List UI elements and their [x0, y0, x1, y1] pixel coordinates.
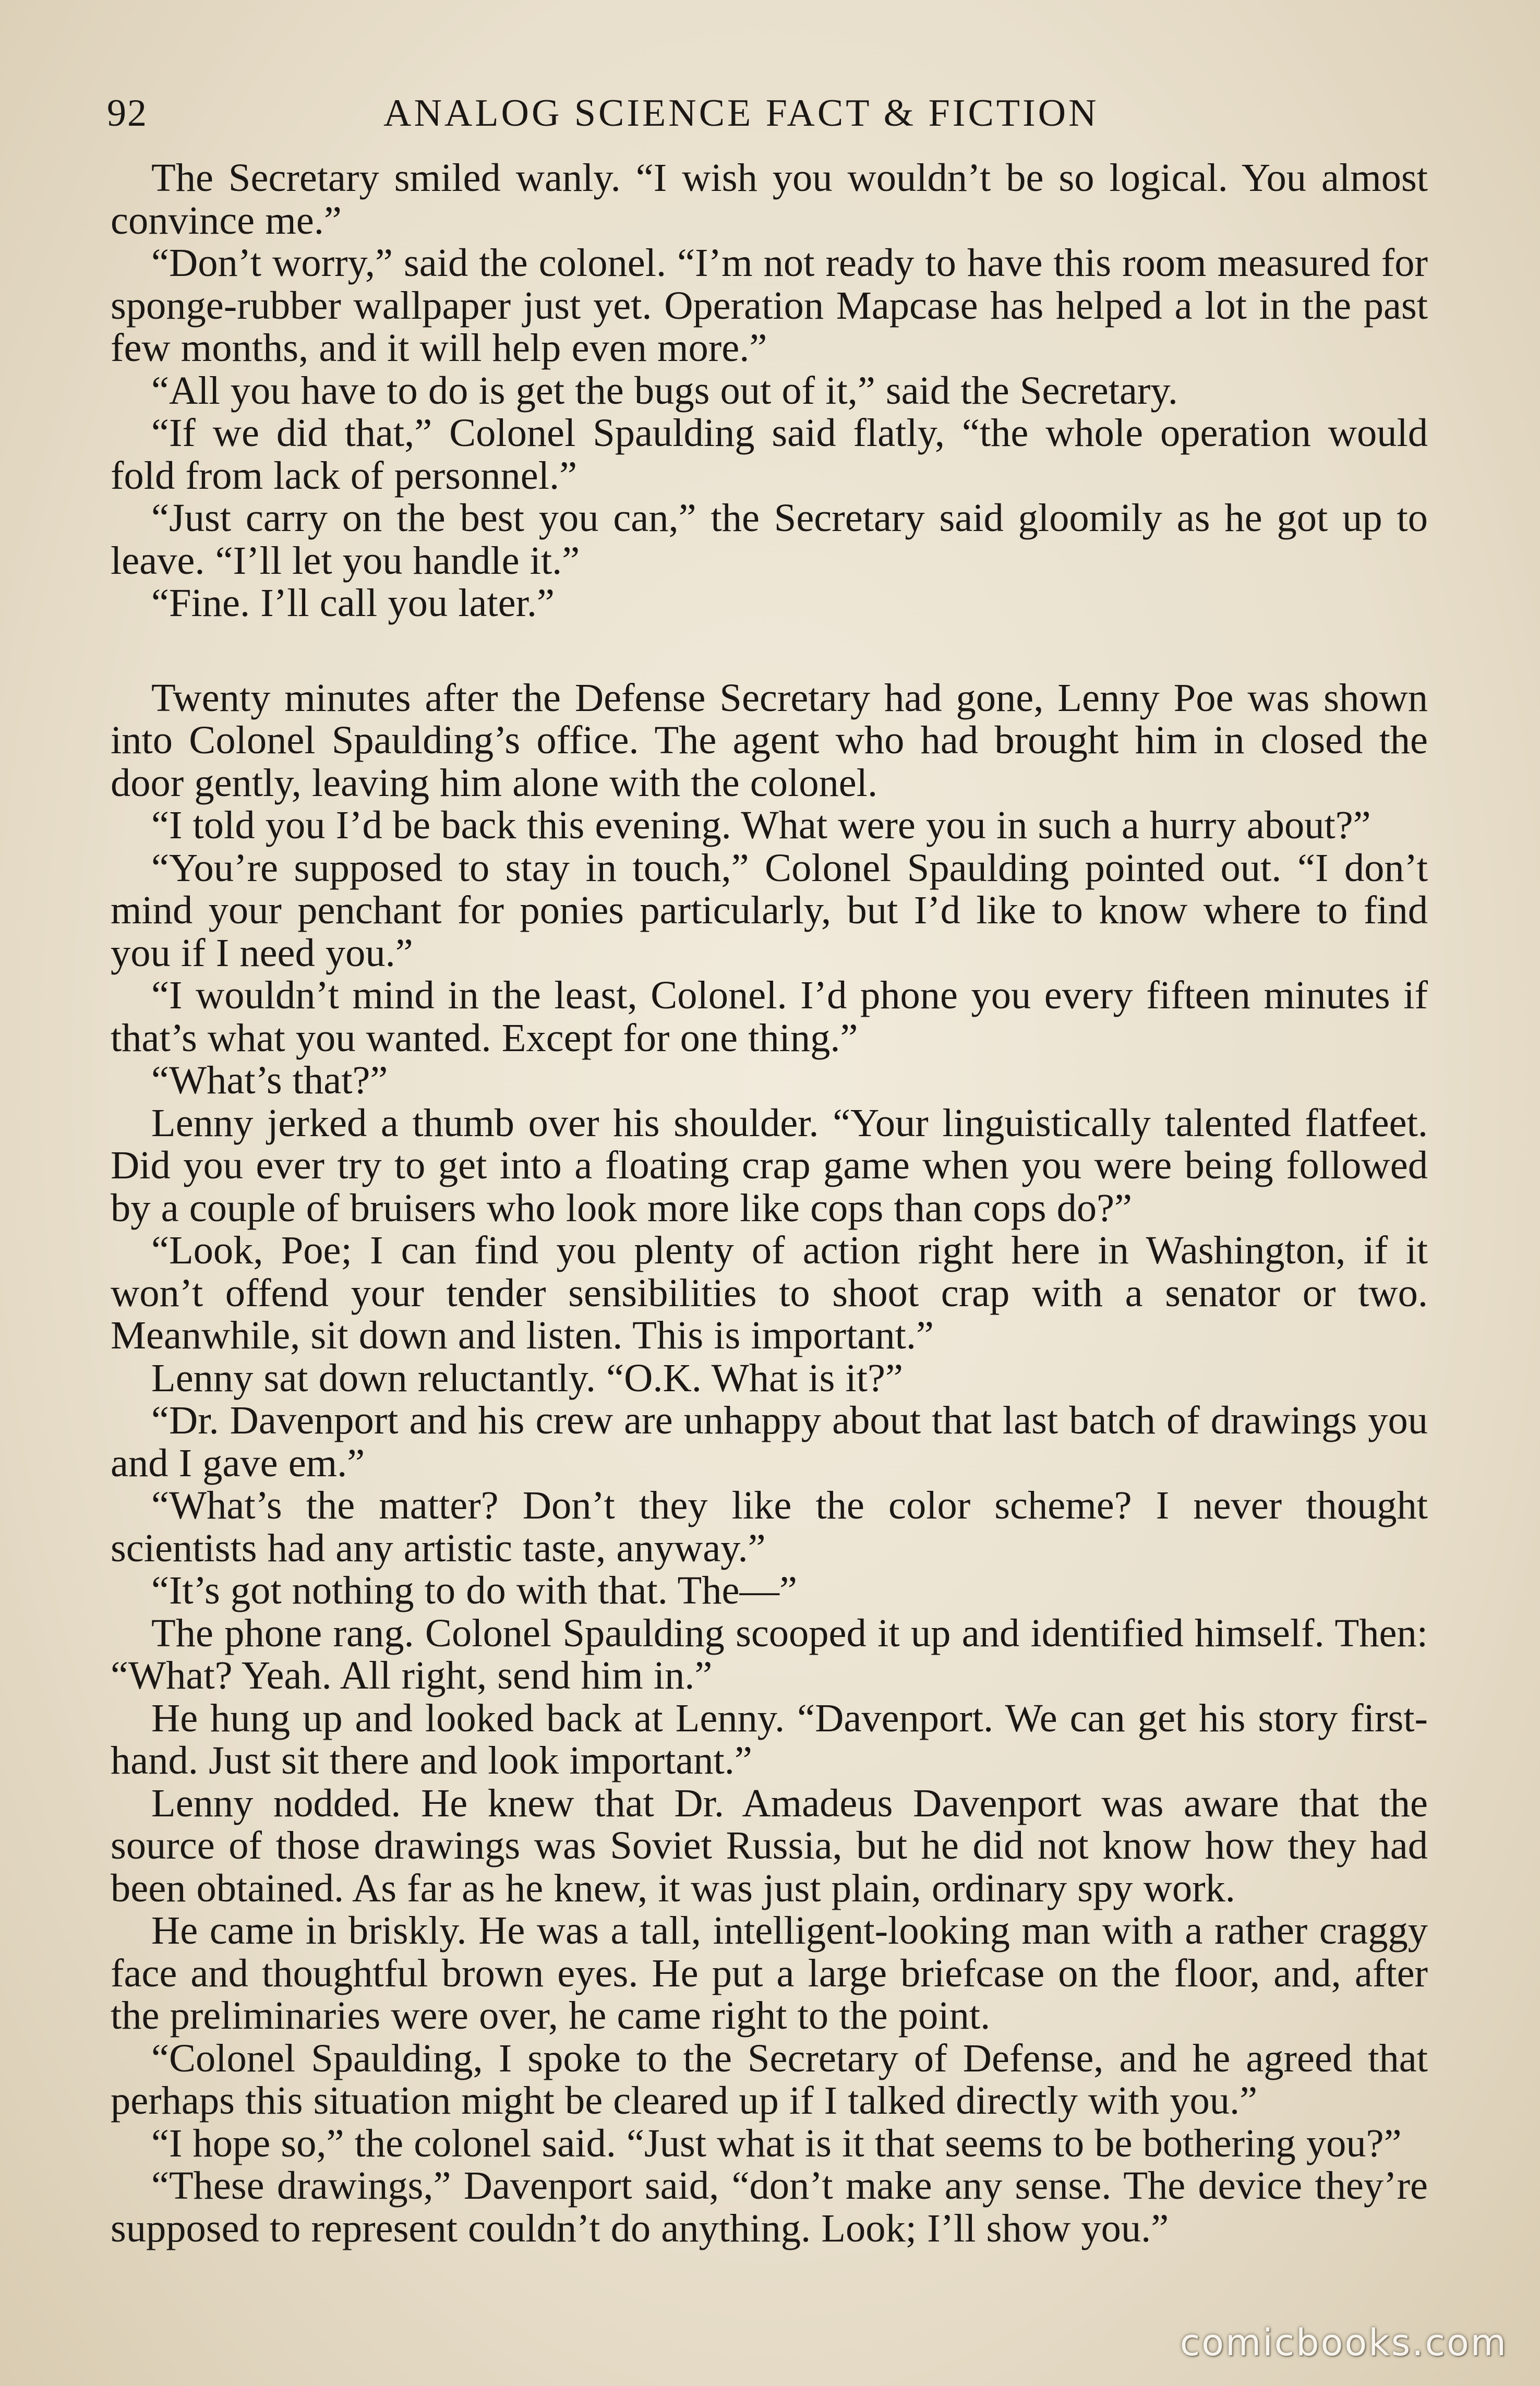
section-break	[111, 624, 1428, 677]
paragraph: The phone rang. Colonel Spaulding scooped it up and identified himself. Then: “What? Yeah. All right, send him in.”	[111, 1610, 1428, 1697]
paragraph: “What’s that?”	[151, 1058, 388, 1102]
paragraph: “I hope so,” the colonel said. “Just what is it that seems to be bothering you?”	[151, 2120, 1402, 2165]
site-watermark: comicbooks.com	[1180, 2321, 1508, 2364]
page-number: 92	[107, 92, 148, 135]
running-head: ANALOG SCIENCE FACT & FICTION	[383, 92, 1099, 135]
paragraph: “These drawings,” Davenport said, “don’t make any sense. The device they’re supposed to represent couldn’t do anything. Look; I’ll show you.”	[111, 2163, 1428, 2250]
paragraph: “Dr. Davenport and his crew are unhappy about that last batch of drawings you and I gave em.”	[111, 1398, 1428, 1485]
paragraph: He hung up and looked back at Lenny. “Davenport. We can get his story first-hand. Just sit there and look important.”	[111, 1695, 1428, 1782]
paragraph: Lenny jerked a thumb over his shoulder. “Your linguistically talented flatfeet. Did you ever try to get into a floating crap game when you were being followed by a couple of bruisers who look more like cops than cops do?”	[111, 1100, 1428, 1230]
paragraph: Lenny nodded. He knew that Dr. Amadeus Davenport was aware that the source of those drawings was Soviet Russia, but he did not know how they had been obtained. As far as he knew, it was just plain, ordinary spy work.	[111, 1780, 1428, 1910]
paragraph: “Just carry on the best you can,” the Secretary said gloomily as he got up to leave. “I’ll let you handle it.”	[111, 496, 1428, 583]
page-header	[107, 91, 1437, 149]
paragraph: “Look, Poe; I can find you plenty of action right here in Washington, if it won’t offend your tender sensibilities to shoot crap with a senator or two. Meanwhile, sit down and listen. This is important.”	[111, 1228, 1428, 1357]
paragraph: “You’re supposed to stay in touch,” Colonel Spaulding pointed out. “I don’t mind your penchant for ponies particularly, but I’d like to know where to find you if I need you.”	[111, 845, 1428, 975]
paragraph: “What’s the matter? Don’t they like the color scheme? I never thought scientists had any artistic taste, anyway.”	[111, 1483, 1428, 1570]
paragraph: “It’s got nothing to do with that. The—”	[151, 1568, 797, 1612]
paragraph: The Secretary smiled wanly. “I wish you wouldn’t be so logical. You almost convince me.”	[111, 155, 1428, 243]
paragraph: He came in briskly. He was a tall, intelligent-looking man with a rather craggy face and thoughtful brown eyes. He put a large briefcase on the floor, and, after the preliminaries were over, he came right to the point.	[111, 1908, 1428, 2038]
paragraph: Twenty minutes after the Defense Secretary had gone, Lenny Poe was shown into Colonel Spaulding’s office. The agent who had brought him in closed the door gently, leaving him alone with the colonel.	[111, 675, 1428, 805]
story-text	[111, 156, 1428, 2285]
paragraph: “Colonel Spaulding, I spoke to the Secretary of Defense, and he agreed that perhaps this situation might be cleared up if I talked directly with you.”	[111, 2035, 1428, 2123]
paragraph: “I wouldn’t mind in the least, Colonel. I’d phone you every fifteen minutes if that’s what you wanted. Except for one thing.”	[111, 973, 1428, 1060]
paragraph: “Don’t worry,” said the colonel. “I’m not ready to have this room measured for sponge-rubber wallpaper just yet. Operation Mapcase has helped a lot in the past few months, and it will help even more.”	[111, 240, 1428, 370]
paragraph: “If we did that,” Colonel Spaulding said flatly, “the whole operation would fold from lack of personnel.”	[111, 411, 1428, 498]
paragraph: “All you have to do is get the bugs out of it,” said the Secretary.	[151, 368, 1178, 413]
paragraph: “I told you I’d be back this evening. What were you in such a hurry about?”	[151, 803, 1371, 847]
paragraph: “Fine. I’ll call you later.”	[151, 581, 555, 625]
paragraph: Lenny sat down reluctantly. “O.K. What is it?”	[151, 1355, 903, 1400]
